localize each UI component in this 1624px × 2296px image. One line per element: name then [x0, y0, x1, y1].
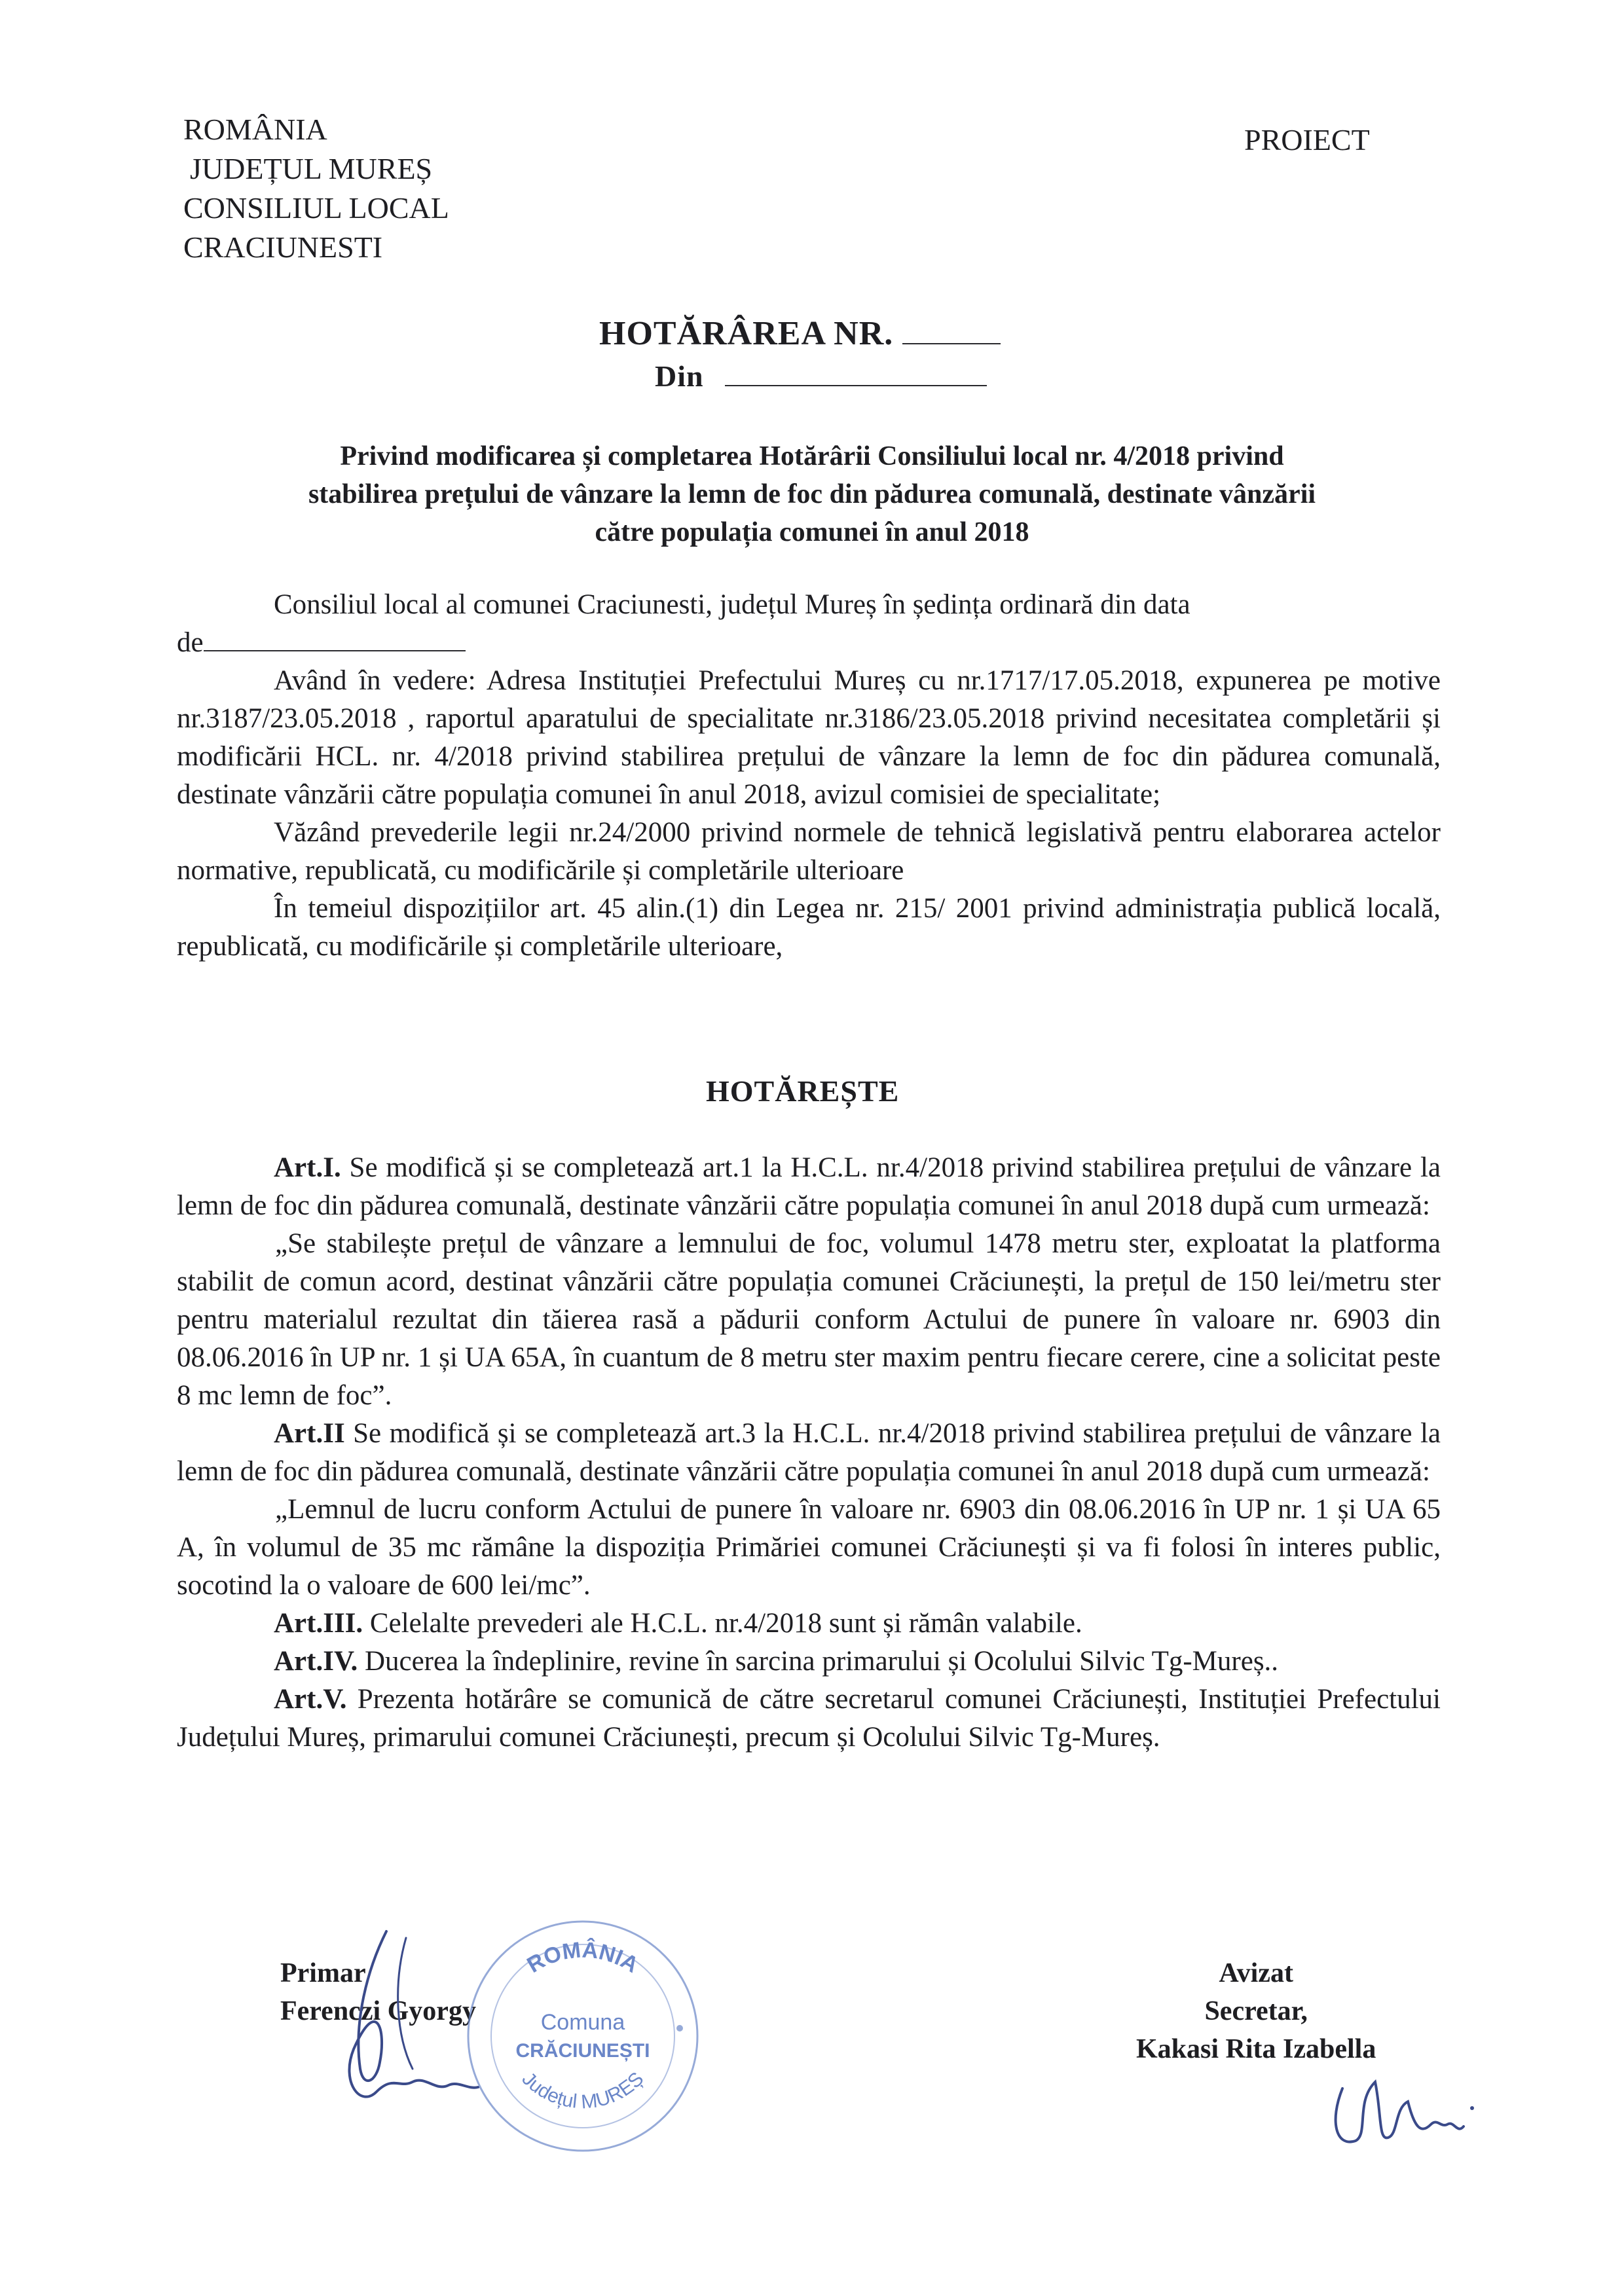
article-5-text: Prezenta hotărâre se comunică de către secretarul comunei Crăciunești, Instituției Prefectului Județului Mureș, primarului comunei Crăciunești, precum și Ocolului Silvic Tg-Mureș.	[177, 1684, 1441, 1753]
preamble-considering: Având în vedere: Adresa Instituției Prefectului Mureș cu nr.1717/17.05.2018, expunerea pe motive nr.3187/23.05.2018 , raportul aparatului de specialitate nr.3186/23.05.2018 privind necesitatea completării și modificării HCL. nr. 4/2018 privind stabilirea prețului de vânzare la lemn de foc din pădurea comunală, destinate vânzării către populația comunei în anul 2018, avizul comisiei de specialitate;	[177, 665, 1441, 810]
decision-date	[655, 359, 987, 393]
subject-line-2: stabilirea prețului de vânzare la lemn de foc din pădurea comunală, destinate vânzării	[308, 479, 1316, 509]
decides-heading: HOTĂREȘTE	[706, 1074, 900, 1108]
svg-text:ROMÂNIA	[523, 1937, 642, 1978]
secretary-signature-icon	[1316, 2062, 1486, 2160]
preamble-seeing: Văzând prevederile legii nr.24/2000 privind normele de tehnică legislativă pentru elaborarea actelor normative, republicată, cu modificările și completările ulterioare	[177, 817, 1441, 886]
article-4-label: Art.IV.	[274, 1646, 358, 1677]
decision-date-label: Din	[655, 359, 704, 393]
mayor-name: Ferenczi Gyorgy	[280, 1996, 476, 2026]
article-2	[177, 1415, 1441, 1491]
decision-title	[599, 314, 1001, 353]
article-1-label: Art.I.	[274, 1152, 341, 1183]
preamble	[177, 586, 1441, 966]
secretary-name: Kakasi Rita Izabella	[1136, 2034, 1376, 2064]
preamble-legal-basis: În temeiul dispozițiilor art. 45 alin.(1) din Legea nr. 215/ 2001 privind administrația publică locală, republicată, cu modificările și completările ulterioare,	[177, 893, 1441, 962]
article-3	[177, 1605, 1441, 1643]
issuer-header	[183, 110, 449, 267]
decision-subject	[190, 437, 1434, 551]
article-2-text: Se modifică și se completează art.3 la H.C.L. nr.4/2018 privind stabilirea prețului de vânzare la lemn de foc din pădurea comunală, destinate vânzării către populația comunei în anul 2018 după cum urmează:	[177, 1418, 1441, 1487]
secretary-block	[1136, 1954, 1376, 2068]
article-3-text: Celelalte prevederi ale H.C.L. nr.4/2018 sunt și rămân valabile.	[363, 1608, 1082, 1639]
secretary-title: Secretar,	[1204, 1996, 1308, 2026]
stamp-top-text: ROMÂNIA	[523, 1937, 643, 1978]
preamble-de-label: de	[177, 627, 204, 658]
svg-text:Județul MUREȘ	[518, 2068, 648, 2113]
header-locality: CRACIUNESTI	[183, 230, 383, 264]
stamp-middle-2: CRĂCIUNEȘTI	[515, 2040, 650, 2062]
draft-label: PROIECT	[1244, 123, 1370, 156]
subject-line-3: către populația comunei în anul 2018	[595, 517, 1029, 547]
stamp-bottom-text: Județul MUREȘ	[517, 2068, 648, 2113]
header-country: ROMÂNIA	[183, 113, 327, 146]
header-council: CONSILIUL LOCAL	[183, 191, 449, 225]
article-5-label: Art.V.	[274, 1684, 347, 1715]
article-4-text: Ducerea la îndeplinire, revine în sarcina primarului și Ocolului Silvic Tg-Mureș..	[358, 1646, 1279, 1677]
decision-date-blank	[725, 385, 987, 386]
mayor-title: Primar	[280, 1958, 366, 1988]
article-1-quote: „Se stabilește prețul de vânzare a lemnului de foc, volumul 1478 metru ster, exploatat la platforma stabilit de comun acord, destinat vânzării către populația comunei Crăciunești, la prețul de 150 lei/metru ster pentru materialul rezultat din tăierea rasă a pădurii conform Actului de punere în valoare nr. 6903 din 08.06.2016 în UP nr. 1 și UA 65A, în cuantum de 8 metru ster maxim pentru fiecare cerere, cine a solicitat peste 8 mc lemn de foc”.	[177, 1228, 1441, 1411]
session-date-blank	[204, 650, 466, 651]
article-1-text: Se modifică și se completează art.1 la H.C.L. nr.4/2018 privind stabilirea prețului de vânzare la lemn de foc din pădurea comunală, destinate vânzării către populația comunei în anul 2018 după cum urmează:	[177, 1152, 1441, 1221]
stamp-middle-1: Comuna	[540, 2010, 625, 2035]
article-5	[177, 1681, 1441, 1757]
subject-line-1: Privind modificarea și completarea Hotărârii Consiliului local nr. 4/2018 privind	[340, 441, 1284, 471]
header-county: JUDEȚUL MUREȘ	[190, 152, 433, 185]
preamble-session: Consiliul local al comunei Craciunesti, județul Mureș în ședința ordinară din data	[274, 589, 1190, 620]
endorsed-label: Avizat	[1219, 1958, 1293, 1988]
article-4	[177, 1643, 1441, 1681]
article-1	[177, 1149, 1441, 1225]
article-2-quote: „Lemnul de lucru conform Actului de punere în valoare nr. 6903 din 08.06.2016 în UP nr. 1 și UA 65 A, în volumul de 35 mc rămâne la dispoziția Primăriei comunei Crăciunești și va fi folosi în interes public, socotind la o valoare de 600 lei/mc”.	[177, 1494, 1441, 1601]
preamble-session-date	[177, 624, 1441, 662]
articles	[177, 1149, 1441, 1757]
article-2-label: Art.II	[274, 1418, 345, 1449]
decision-title-text: HOTĂRÂREA NR.	[599, 315, 894, 352]
decision-number-blank	[902, 343, 1001, 344]
article-3-label: Art.III.	[274, 1608, 363, 1639]
official-stamp	[458, 1912, 707, 2160]
